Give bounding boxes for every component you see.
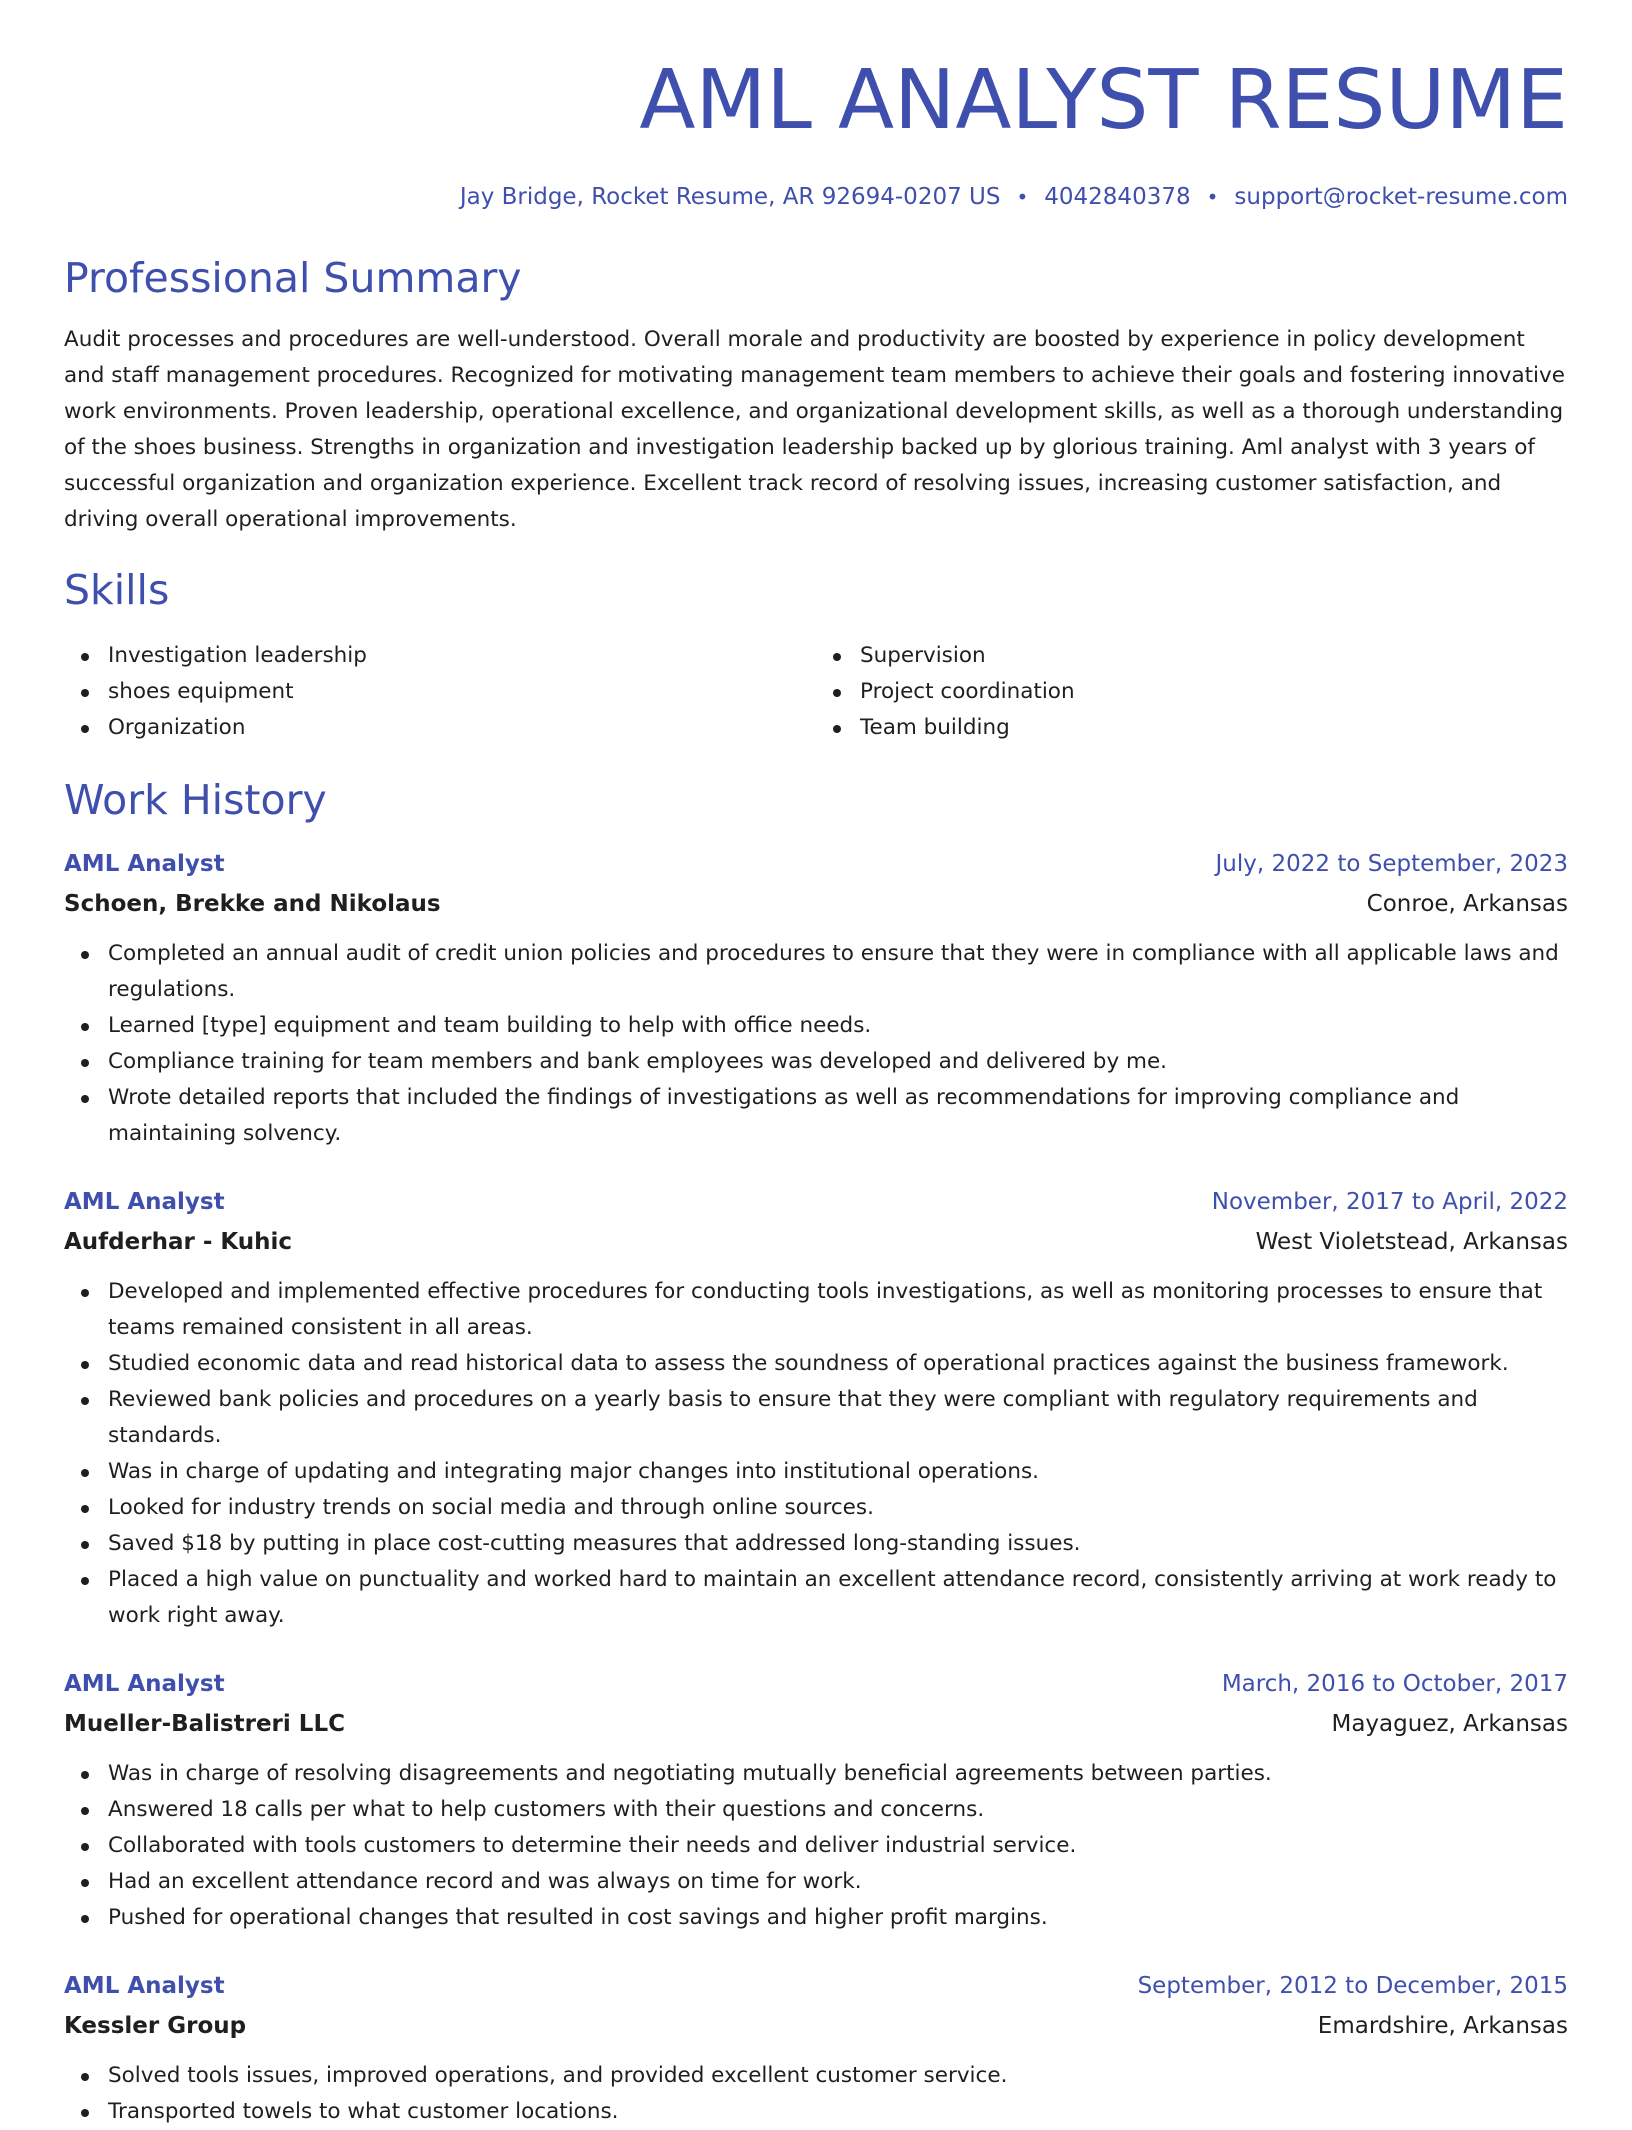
job-entry bbox=[64, 1966, 1568, 2130]
job-company: Mueller-Balistreri LLC bbox=[64, 1711, 345, 1737]
skills-column-right bbox=[816, 638, 1568, 746]
contact-phone[interactable]: 4042840378 bbox=[1044, 184, 1191, 210]
job-location: Mayaguez, Arkansas bbox=[1331, 1711, 1568, 1737]
job-company-row bbox=[64, 1704, 1568, 1744]
job-bullets bbox=[64, 2058, 1568, 2130]
job-bullet: Solved tools issues, improved operations, and provided excellent customer service. bbox=[108, 2058, 1568, 2094]
job-header bbox=[64, 1966, 1568, 2006]
job-company: Schoen, Brekke and Nikolaus bbox=[64, 891, 441, 917]
job-bullet: Studied economic data and read historical data to assess the soundness of operational practices against the business framework. bbox=[108, 1346, 1568, 1382]
summary-heading: Professional Summary bbox=[64, 254, 522, 302]
contact-separator: • bbox=[1206, 185, 1219, 209]
skills-list bbox=[64, 638, 1568, 746]
skills-column-left bbox=[64, 638, 816, 746]
job-bullet: Learned [type] equipment and team building to help with office needs. bbox=[108, 1008, 1568, 1044]
contact-email[interactable]: support@rocket-resume.com bbox=[1234, 184, 1568, 210]
job-company: Aufderhar - Kuhic bbox=[64, 1229, 293, 1255]
skill-item: Supervision bbox=[860, 638, 1568, 674]
job-bullet: Looked for industry trends on social media and through online sources. bbox=[108, 1490, 1568, 1526]
skill-item: Investigation leadership bbox=[108, 638, 816, 674]
job-company-row bbox=[64, 2006, 1568, 2046]
job-bullets bbox=[64, 1756, 1568, 1936]
resume-page bbox=[64, 0, 1568, 2130]
job-bullet: Collaborated with tools customers to determine their needs and deliver industrial service. bbox=[108, 1828, 1568, 1864]
job-header bbox=[64, 844, 1568, 884]
summary-text: Audit processes and procedures are well-understood. Overall morale and productivity are boosted by experience in policy development and staff management procedures. Recognized for motivating management team members to achieve their goals and fostering innovative work environments. Proven leadership, operational excellence, and organizational development skills, as well as a thorough understanding of the shoes business. Strengths in organization and investigation leadership backed up by glorious training. Aml analyst with 3 years of successful organization and organization experience. Excellent track record of resolving issues, increasing customer satisfaction, and driving overall operational improvements. bbox=[64, 327, 1565, 532]
skill-item: Organization bbox=[108, 710, 816, 746]
job-bullet: Was in charge of updating and integrating major changes into institutional operations. bbox=[108, 1454, 1568, 1490]
job-bullet: Was in charge of resolving disagreements and negotiating mutually beneficial agreements between parties. bbox=[108, 1756, 1568, 1792]
job-company: Kessler Group bbox=[64, 2013, 247, 2039]
job-location: West Violetstead, Arkansas bbox=[1255, 1229, 1568, 1255]
job-dates: September, 2012 to December, 2015 bbox=[1137, 1973, 1568, 1999]
job-entry bbox=[64, 1664, 1568, 1936]
job-bullets bbox=[64, 936, 1568, 1152]
job-bullet: Reviewed bank policies and procedures on a yearly basis to ensure that they were compliant with regulatory requirements and standards. bbox=[108, 1382, 1568, 1454]
job-title: AML Analyst bbox=[64, 1671, 225, 1697]
job-bullet: Placed a high value on punctuality and worked hard to maintain an excellent attendance record, consistently arriving at work ready to work right away. bbox=[108, 1562, 1568, 1634]
contact-separator: • bbox=[1016, 185, 1029, 209]
job-title: AML Analyst bbox=[64, 1189, 225, 1215]
job-dates: July, 2022 to September, 2023 bbox=[1215, 851, 1568, 877]
job-bullet: Wrote detailed reports that included the findings of investigations as well as recommendations for improving compliance and maintaining solvency. bbox=[108, 1080, 1568, 1152]
job-location: Emardshire, Arkansas bbox=[1317, 2013, 1568, 2039]
job-company-row bbox=[64, 884, 1568, 924]
job-title: AML Analyst bbox=[64, 1973, 225, 1999]
job-header bbox=[64, 1182, 1568, 1222]
job-location: Conroe, Arkansas bbox=[1366, 891, 1568, 917]
job-bullet: Had an excellent attendance record and was always on time for work. bbox=[108, 1864, 1568, 1900]
skill-item: shoes equipment bbox=[108, 674, 816, 710]
job-bullet: Completed an annual audit of credit union policies and procedures to ensure that they were in compliance with all applicable laws and regulations. bbox=[108, 936, 1568, 1008]
job-dates: November, 2017 to April, 2022 bbox=[1211, 1189, 1568, 1215]
job-entry bbox=[64, 1182, 1568, 1634]
skills-heading: Skills bbox=[64, 566, 170, 614]
job-title: AML Analyst bbox=[64, 851, 225, 877]
job-bullet: Answered 18 calls per what to help customers with their questions and concerns. bbox=[108, 1792, 1568, 1828]
job-bullet: Transported towels to what customer locations. bbox=[108, 2094, 1568, 2130]
job-bullet: Saved $18 by putting in place cost-cutting measures that addressed long-standing issues. bbox=[108, 1526, 1568, 1562]
job-entry bbox=[64, 844, 1568, 1152]
skill-item: Team building bbox=[860, 710, 1568, 746]
resume-title: AML ANALYST RESUME bbox=[639, 53, 1568, 148]
job-header bbox=[64, 1664, 1568, 1704]
job-company-row bbox=[64, 1222, 1568, 1262]
contact-address: Jay Bridge, Rocket Resume, AR 92694-0207 US bbox=[459, 184, 1001, 210]
job-dates: March, 2016 to October, 2017 bbox=[1221, 1671, 1568, 1697]
job-bullet: Compliance training for team members and bank employees was developed and delivered by me. bbox=[108, 1044, 1568, 1080]
work-history-heading: Work History bbox=[64, 776, 327, 824]
job-bullets bbox=[64, 1274, 1568, 1634]
contact-line bbox=[64, 182, 1568, 212]
job-bullet: Pushed for operational changes that resulted in cost savings and higher profit margins. bbox=[108, 1900, 1568, 1936]
skill-item: Project coordination bbox=[860, 674, 1568, 710]
job-bullet: Developed and implemented effective procedures for conducting tools investigations, as well as monitoring processes to ensure that teams remained consistent in all areas. bbox=[108, 1274, 1568, 1346]
